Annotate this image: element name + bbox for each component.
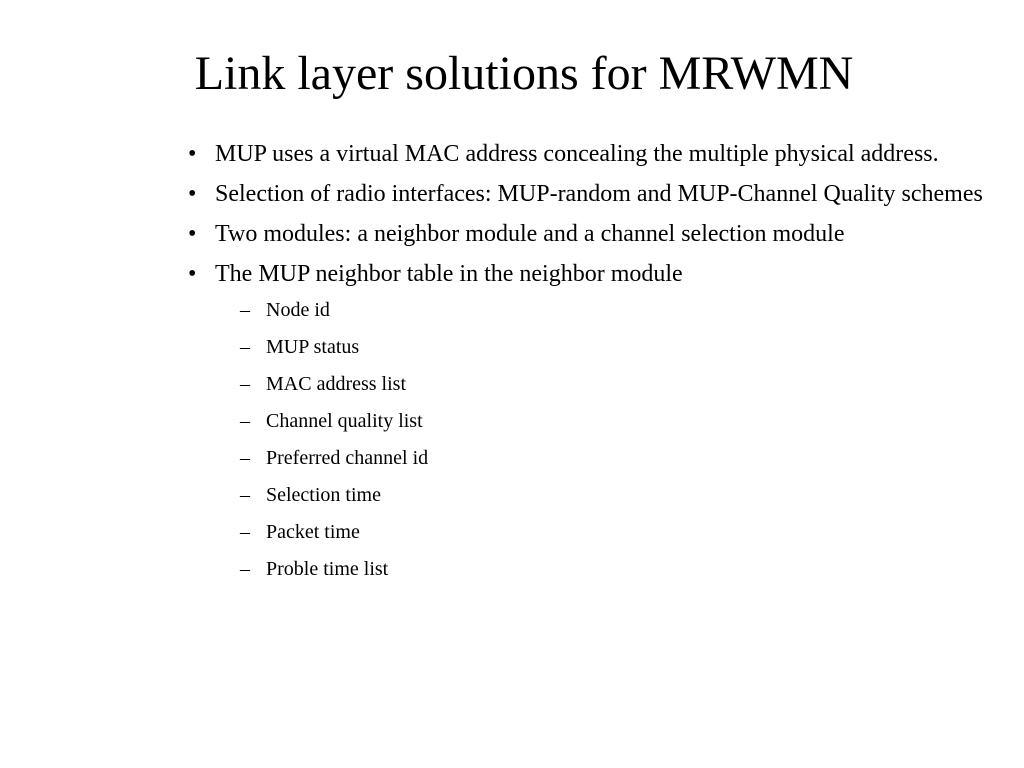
sub-bullet-marker: – — [240, 447, 250, 469]
sub-bullet-marker: – — [240, 558, 250, 580]
bullet-list — [188, 137, 988, 593]
sub-bullet-item — [240, 334, 988, 360]
sub-bullet-text: Proble time list — [266, 558, 389, 580]
sub-bullet-item — [240, 297, 988, 323]
sub-bullet-marker: – — [240, 336, 250, 358]
sub-bullet-text: Preferred channel id — [266, 447, 429, 469]
sub-bullet-item — [240, 371, 988, 397]
sub-bullet-text: Node id — [266, 299, 330, 321]
sub-bullet-marker: – — [240, 484, 250, 506]
bullet-text: The MUP neighbor table in the neighbor module — [215, 261, 683, 287]
bullet-text: Selection of radio interfaces: MUP-random and MUP-Channel Quality schemes — [215, 181, 983, 207]
sub-bullet-item — [240, 482, 988, 508]
sub-bullet-text: MAC address list — [266, 373, 406, 395]
sub-bullet-text: Packet time — [266, 521, 360, 543]
sub-bullet-item — [240, 445, 988, 471]
sub-bullet-marker: – — [240, 299, 250, 321]
bullet-marker: • — [188, 141, 197, 167]
sub-bullet-text: Channel quality list — [266, 410, 423, 432]
bullet-marker: • — [188, 221, 197, 247]
sub-bullet-item — [240, 556, 988, 582]
bullet-text: MUP uses a virtual MAC address concealing the multiple physical address. — [215, 141, 939, 167]
sub-bullet-text: Selection time — [266, 484, 381, 506]
sub-bullet-marker: – — [240, 373, 250, 395]
bullet-marker: • — [188, 181, 197, 207]
bullet-item — [188, 217, 988, 251]
bullet-item — [188, 137, 988, 171]
sub-bullet-text: MUP status — [266, 336, 360, 358]
bullet-text: Two modules: a neighbor module and a channel selection module — [215, 221, 845, 247]
bullet-item — [188, 257, 988, 291]
bullet-item — [188, 177, 988, 211]
sub-bullet-item — [240, 519, 988, 545]
sub-bullet-marker: – — [240, 521, 250, 543]
slide-title: Link layer solutions for MRWMN — [194, 47, 854, 100]
neighbor-table-fields-list — [188, 297, 988, 582]
sub-bullet-item — [240, 408, 988, 434]
sub-bullet-marker: – — [240, 410, 250, 432]
bullet-marker: • — [188, 261, 197, 287]
